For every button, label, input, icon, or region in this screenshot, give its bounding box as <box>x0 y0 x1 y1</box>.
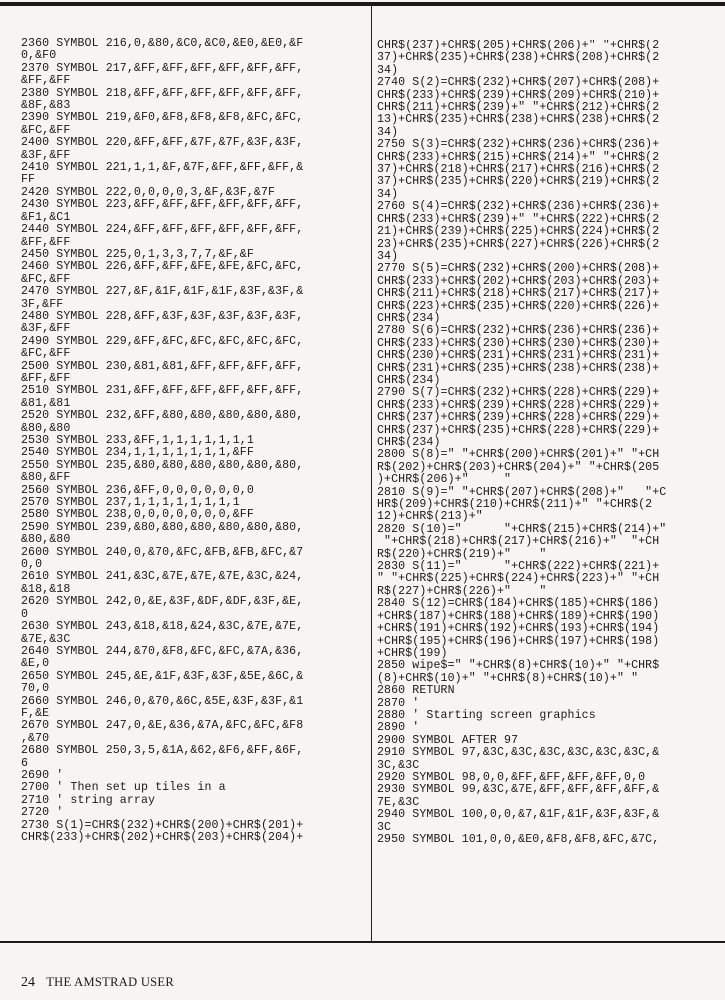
code-line: &80,&FF <box>21 471 71 485</box>
top-rule <box>0 2 725 6</box>
code-line: CHR$(231)+CHR$(235)+CHR$(238)+CHR$(238)+ <box>377 361 660 375</box>
code-line: HR$(209)+CHR$(210)+CHR$(211)+" "+CHR$(2 <box>377 498 653 512</box>
code-line: 34) <box>377 187 399 201</box>
code-line: 2390 SYMBOL 219,&F0,&F8,&F8,&F8,&FC,&FC, <box>21 111 304 125</box>
code-line: 0,&F0 <box>21 49 57 63</box>
code-line: 2790 S(7)=CHR$(232)+CHR$(228)+CHR$(229)+ <box>377 386 660 400</box>
code-line: 2400 SYMBOL 220,&FF,&FF,&7F,&7F,&3F,&3F, <box>21 136 304 150</box>
page-footer <box>21 974 174 991</box>
code-line: 2640 SYMBOL 244,&70,&F8,&FC,&FC,&7A,&36, <box>21 644 304 658</box>
code-line: CHR$(233)+CHR$(215)+CHR$(214)+" "+CHR$(2 <box>377 150 660 164</box>
code-line: CHR$(211)+CHR$(239)+" "+CHR$(212)+CHR$(2 <box>377 101 660 115</box>
bottom-rule <box>0 941 725 943</box>
code-line: 2670 SYMBOL 247,0,&E,&36,&7A,&FC,&FC,&F8 <box>21 719 304 733</box>
code-line: R$(220)+CHR$(219)+" " <box>377 547 547 561</box>
code-line: 2420 SYMBOL 222,0,0,0,0,3,&F,&3F,&7F <box>21 185 276 199</box>
code-line: &FC,&FF <box>21 272 71 286</box>
code-line: 2760 S(4)=CHR$(232)+CHR$(236)+CHR$(236)+ <box>377 200 660 214</box>
code-line: 2520 SYMBOL 232,&FF,&80,&80,&80,&80,&80, <box>21 409 304 423</box>
code-line: 2610 SYMBOL 241,&3C,&7E,&7E,&7E,&3C,&24, <box>21 570 304 584</box>
code-line: 3C <box>377 820 392 834</box>
code-line: 2930 SYMBOL 99,&3C,&7E,&FF,&FF,&FF,&FF,& <box>377 783 660 797</box>
code-line: CHR$(233)+CHR$(239)+" "+CHR$(222)+CHR$(2 <box>377 212 660 226</box>
code-line: CHR$(237)+CHR$(205)+CHR$(206)+" "+CHR$(2 <box>377 40 660 52</box>
code-line: &7E,&3C <box>21 632 71 646</box>
code-line: 2710 ' string array <box>21 793 156 807</box>
code-line: 2810 S(9)=" "+CHR$(207)+CHR$(208)+" "+C <box>377 485 667 499</box>
code-line: +CHR$(191)+CHR$(192)+CHR$(193)+CHR$(194) <box>377 622 660 636</box>
code-line: 2550 SYMBOL 235,&80,&80,&80,&80,&80,&80, <box>21 458 304 472</box>
code-line: 2660 SYMBOL 246,0,&70,&6C,&5E,&3F,&3F,&1 <box>21 694 304 708</box>
code-line: 2500 SYMBOL 230,&81,&81,&FF,&FF,&FF,&FF, <box>21 359 304 373</box>
left-listing-column <box>21 38 369 844</box>
code-line: +CHR$(195)+CHR$(196)+CHR$(197)+CHR$(198) <box>377 634 660 648</box>
code-line: 2370 SYMBOL 217,&FF,&FF,&FF,&FF,&FF,&FF, <box>21 61 304 75</box>
code-line: CHR$(211)+CHR$(218)+CHR$(217)+CHR$(217)+ <box>377 287 660 301</box>
code-line: 2580 SYMBOL 238,0,0,0,0,0,0,0,&FF <box>21 508 254 522</box>
code-line: 23)+CHR$(235)+CHR$(227)+CHR$(226)+CHR$(2 <box>377 237 660 251</box>
code-line: 2940 SYMBOL 100,0,0,&7,&1F,&1F,&3F,&3F,& <box>377 808 660 822</box>
code-line: &FC,&FF <box>21 123 71 137</box>
code-line: 2690 ' <box>21 768 64 782</box>
code-line: 34) <box>377 249 399 263</box>
code-line: R$(202)+CHR$(203)+CHR$(204)+" "+CHR$(205 <box>377 460 660 474</box>
code-line: )+CHR$(206)+" " <box>377 473 512 487</box>
code-line: " "+CHR$(225)+CHR$(224)+CHR$(223)+" "+CH <box>377 572 660 586</box>
code-line: CHR$(233)+CHR$(239)+CHR$(209)+CHR$(210)+ <box>377 88 660 102</box>
code-line: 2620 SYMBOL 242,0,&E,&3F,&DF,&DF,&3F,&E, <box>21 595 304 609</box>
code-line: 2770 S(5)=CHR$(232)+CHR$(200)+CHR$(208)+ <box>377 262 660 276</box>
code-line: F,&E <box>21 706 50 720</box>
code-line: 2650 SYMBOL 245,&E,&1F,&3F,&3F,&5E,&6C,& <box>21 669 304 683</box>
code-line: &F1,&C1 <box>21 210 71 224</box>
code-line: 2600 SYMBOL 240,0,&70,&FC,&FB,&FB,&FC,&7 <box>21 545 304 559</box>
code-line: 21)+CHR$(239)+CHR$(225)+CHR$(224)+CHR$(2 <box>377 225 660 239</box>
code-line: 2450 SYMBOL 225,0,1,3,3,7,7,&F,&F <box>21 247 254 261</box>
code-line: FF <box>21 173 36 187</box>
code-line: CHR$(234) <box>377 436 441 449</box>
code-line: 2440 SYMBOL 224,&FF,&FF,&FF,&FF,&FF,&FF, <box>21 223 304 237</box>
code-line: 13)+CHR$(235)+CHR$(238)+CHR$(238)+CHR$(2 <box>377 113 660 127</box>
code-line: &18,&18 <box>21 582 71 596</box>
code-line: 2540 SYMBOL 234,1,1,1,1,1,1,1,&FF <box>21 446 254 460</box>
code-line: 2910 SYMBOL 97,&3C,&3C,&3C,&3C,&3C,&3C,& <box>377 746 660 760</box>
code-line: 2570 SYMBOL 237,1,1,1,1,1,1,1,1 <box>21 496 240 510</box>
code-line: &E,0 <box>21 657 50 671</box>
code-line: 2430 SYMBOL 223,&FF,&FF,&FF,&FF,&FF,&FF, <box>21 198 304 212</box>
code-line: 34) <box>377 125 399 139</box>
code-line: 3C,&3C <box>377 758 420 772</box>
code-line: 2920 SYMBOL 98,0,0,&FF,&FF,&FF,&FF,0,0 <box>377 770 646 784</box>
code-line: 2530 SYMBOL 233,&FF,1,1,1,1,1,1,1 <box>21 434 254 447</box>
code-line: 2490 SYMBOL 229,&FF,&FC,&FC,&FC,&FC,&FC, <box>21 334 304 348</box>
code-line: 2950 SYMBOL 101,0,0,&E0,&F8,&F8,&FC,&7C, <box>377 833 660 846</box>
code-line: CHR$(237)+CHR$(239)+CHR$(228)+CHR$(229)+ <box>377 411 660 425</box>
code-line: &8F,&83 <box>21 99 71 113</box>
code-line: &80,&80 <box>21 421 71 435</box>
code-line: 2800 S(8)=" "+CHR$(200)+CHR$(201)+" "+CH <box>377 448 660 462</box>
code-line: +CHR$(199) <box>377 646 448 660</box>
code-line: 2630 SYMBOL 243,&18,&18,&24,&3C,&7E,&7E, <box>21 620 304 634</box>
magazine-title: THE AMSTRAD USER <box>46 975 174 989</box>
code-line: ,&70 <box>21 731 50 745</box>
code-line: 2850 wipe$=" "+CHR$(8)+CHR$(10)+" "+CHR$ <box>377 659 660 673</box>
right-listing-column <box>377 40 725 846</box>
code-line: 70,0 <box>21 682 50 696</box>
code-line: "+CHR$(218)+CHR$(217)+CHR$(216)+" "+CH <box>377 535 660 549</box>
code-line: 3F,&FF <box>21 297 64 311</box>
code-line: 2720 ' <box>21 806 64 820</box>
code-line: CHR$(230)+CHR$(231)+CHR$(231)+CHR$(231)+ <box>377 349 660 363</box>
code-line: 0 <box>21 607 29 621</box>
code-line: 2840 S(12)=CHR$(184)+CHR$(185)+CHR$(186) <box>377 597 660 611</box>
code-line: CHR$(233)+CHR$(230)+CHR$(230)+CHR$(230)+ <box>377 336 660 350</box>
code-line: CHR$(233)+CHR$(202)+CHR$(203)+CHR$(203)+ <box>377 274 660 288</box>
code-line: 37)+CHR$(235)+CHR$(220)+CHR$(219)+CHR$(2 <box>377 175 660 189</box>
code-line: 2360 SYMBOL 216,0,&80,&C0,&C0,&E0,&E0,&F <box>21 37 304 50</box>
code-line: 2470 SYMBOL 227,&F,&1F,&1F,&1F,&3F,&3F,& <box>21 285 304 299</box>
code-line: R$(227)+CHR$(226)+" " <box>377 584 547 598</box>
column-divider <box>371 6 372 943</box>
code-line: &3F,&FF <box>21 148 71 162</box>
code-line: &FF,&FF <box>21 371 71 385</box>
code-line: 2890 ' <box>377 721 420 735</box>
code-line: CHR$(223)+CHR$(235)+CHR$(220)+CHR$(226)+ <box>377 299 660 313</box>
code-line: 2460 SYMBOL 226,&FF,&FF,&FE,&FE,&FC,&FC, <box>21 260 304 274</box>
code-line: CHR$(233)+CHR$(239)+CHR$(228)+CHR$(229)+ <box>377 398 660 412</box>
code-line: 2700 ' Then set up tiles in a <box>21 781 226 795</box>
code-line: 37)+CHR$(218)+CHR$(217)+CHR$(216)+CHR$(2 <box>377 163 660 177</box>
code-line: 2680 SYMBOL 250,3,5,&1A,&62,&F6,&FF,&6F, <box>21 744 304 758</box>
code-line: 2740 S(2)=CHR$(232)+CHR$(207)+CHR$(208)+ <box>377 76 660 90</box>
code-line: 2870 ' <box>377 696 420 710</box>
code-line: 2410 SYMBOL 221,1,1,&F,&7F,&FF,&FF,&FF,& <box>21 161 304 175</box>
code-line: 2780 S(6)=CHR$(232)+CHR$(236)+CHR$(236)+ <box>377 324 660 338</box>
code-line: 2560 SYMBOL 236,&FF,0,0,0,0,0,0,0 <box>21 483 254 497</box>
code-line: 2820 S(10)=" "+CHR$(215)+CHR$(214)+" <box>377 522 667 536</box>
code-line: 2380 SYMBOL 218,&FF,&FF,&FF,&FF,&FF,&FF, <box>21 86 304 100</box>
code-line: 0,0 <box>21 558 43 572</box>
code-line: &FF,&FF <box>21 74 71 88</box>
code-line: CHR$(234) <box>377 311 441 325</box>
code-line: &FF,&FF <box>21 235 71 249</box>
code-line: 2860 RETURN <box>377 684 455 698</box>
code-line: 2750 S(3)=CHR$(232)+CHR$(236)+CHR$(236)+ <box>377 138 660 152</box>
code-line: &3F,&FF <box>21 322 71 336</box>
code-line: (8)+CHR$(10)+" "+CHR$(8)+CHR$(10)+" " <box>377 671 639 685</box>
code-line: CHR$(233)+CHR$(202)+CHR$(203)+CHR$(204)+ <box>21 831 304 844</box>
code-line: &81,&81 <box>21 396 71 410</box>
code-line: 2590 SYMBOL 239,&80,&80,&80,&80,&80,&80, <box>21 520 304 534</box>
code-line: &80,&80 <box>21 533 71 547</box>
code-line: +CHR$(187)+CHR$(188)+CHR$(189)+CHR$(190) <box>377 609 660 623</box>
code-line: 2830 S(11)=" "+CHR$(222)+CHR$(221)+ <box>377 560 660 574</box>
code-line: 7E,&3C <box>377 795 420 809</box>
code-line: CHR$(237)+CHR$(235)+CHR$(228)+CHR$(229)+ <box>377 423 660 437</box>
page-number: 24 <box>21 975 35 990</box>
code-line: 2880 ' Starting screen graphics <box>377 708 596 722</box>
code-line: 2480 SYMBOL 228,&FF,&3F,&3F,&3F,&3F,&3F, <box>21 309 304 323</box>
code-line: 12)+CHR$(213)+" <box>377 510 483 524</box>
code-line: 34) <box>377 63 399 77</box>
code-line: 2510 SYMBOL 231,&FF,&FF,&FF,&FF,&FF,&FF, <box>21 384 304 398</box>
code-line: 2730 S(1)=CHR$(232)+CHR$(200)+CHR$(201)+ <box>21 818 304 832</box>
code-line: &FC,&FF <box>21 347 71 361</box>
code-line: CHR$(234) <box>377 373 441 387</box>
code-line: 2900 SYMBOL AFTER 97 <box>377 733 519 747</box>
code-line: 37)+CHR$(235)+CHR$(238)+CHR$(208)+CHR$(2 <box>377 51 660 65</box>
code-line: 6 <box>21 756 29 770</box>
